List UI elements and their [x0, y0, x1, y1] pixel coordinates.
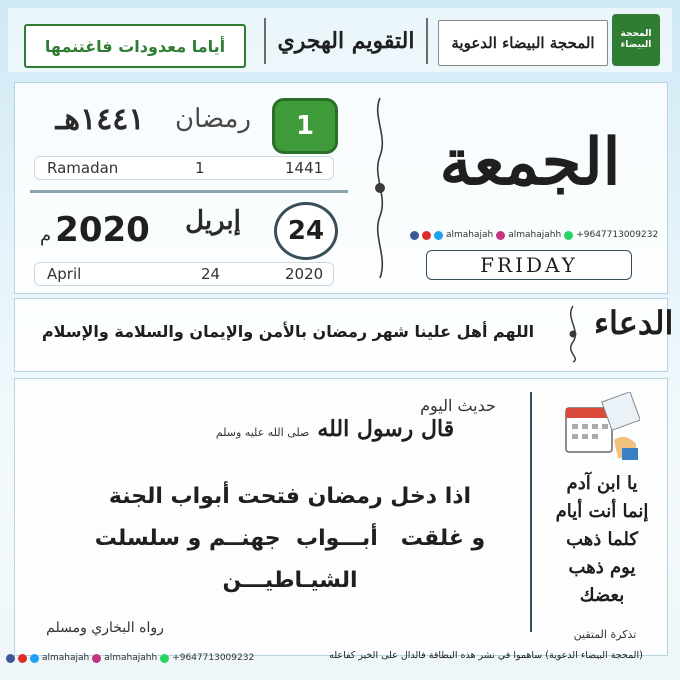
- hijri-year-ar: ١٤٤١هـ: [55, 102, 145, 137]
- reminder-label: تذكرة المتقين: [573, 628, 637, 641]
- weekday-ar: الجمعة: [439, 124, 621, 200]
- hadith-intro-text: قال رسول الله: [317, 416, 455, 442]
- weekday-en: FRIDAY: [480, 253, 578, 277]
- social-handle-1: almahajah: [446, 230, 494, 240]
- hadith-label: حديث اليوم: [420, 396, 496, 415]
- footer-twitter-icon: [30, 654, 39, 663]
- logo-text: المحجة البيضاء: [620, 29, 652, 50]
- hijri-day-badge: [272, 98, 338, 154]
- greg-day-badge: [274, 202, 338, 260]
- org-name-box: [438, 20, 608, 66]
- greg-suffix: م: [40, 225, 52, 246]
- greg-day-en: 24: [201, 265, 221, 283]
- greg-year: [40, 210, 170, 250]
- reminder-line-2: إنما أنت أيام: [555, 501, 649, 522]
- greg-year-num: 2020: [55, 210, 150, 250]
- reminder-text: [540, 470, 664, 610]
- ornament-divider-icon: [370, 96, 390, 280]
- greg-month-en: April: [47, 265, 82, 283]
- slogan-text: أياما معدودات فاغتنمها: [44, 36, 226, 56]
- footer-handle-1: almahajah: [42, 653, 90, 663]
- hijri-day: 1: [295, 111, 315, 141]
- logo: [612, 14, 660, 66]
- footer-phone: +9647713009232: [172, 653, 255, 663]
- hijri-month-ar: رمضان: [174, 104, 252, 134]
- hadith-source: رواه البخاري ومسلم: [46, 620, 164, 636]
- reminder-divider: [530, 392, 532, 632]
- footer-text: (المحجة البيضاء الدعوية) ساهموا في نشر هذه البطاقة فالدال على الخير كفاعله: [329, 650, 643, 661]
- twitter-icon: [434, 231, 443, 240]
- dua-ornament-icon: [562, 304, 584, 364]
- hadith-line-3: الشيـاطيـــن: [222, 568, 358, 593]
- hijri-year-en: 1441: [285, 159, 324, 177]
- title-text: التقويم الهجري: [277, 28, 415, 54]
- hadith-line-2: و غلقت أبـــواب جهنــم و سلسلت: [94, 526, 486, 551]
- footer-facebook-icon: [6, 654, 15, 663]
- reminder-line-5: بعضك: [579, 585, 625, 606]
- weekday-en-box: [426, 250, 632, 280]
- greg-year-en: 2020: [285, 265, 324, 283]
- footer-handle-2: almahajahh: [104, 653, 158, 663]
- hijri-month-en: Ramadan: [47, 159, 119, 177]
- hadith-line-1: اذا دخل رمضان فتحت أبواب الجنة: [108, 484, 472, 509]
- header-title: [264, 18, 428, 64]
- instagram-icon: [496, 231, 505, 240]
- slogan-box: [24, 24, 246, 68]
- org-name-text: المحجة البيضاء الدعوية: [451, 34, 595, 52]
- hijri-en-bar: [34, 156, 334, 180]
- hadith-salutation: صلى الله عليه وسلم: [215, 426, 310, 439]
- hijri-day-en: 1: [195, 159, 205, 177]
- reminder-line-3: كلما ذهب: [566, 529, 638, 550]
- footer-instagram-icon: [92, 654, 101, 663]
- dua-text: اللهم أهل علينا شهر رمضان بالأمن والإيمان والسلامة والإسلام: [41, 322, 535, 341]
- greg-en-bar: [34, 262, 334, 286]
- greg-month-ar: إبريل: [185, 206, 241, 236]
- dua-label: الدعاء: [594, 304, 674, 342]
- youtube-icon: [422, 231, 431, 240]
- footer-whatsapp-icon: [160, 654, 169, 663]
- footer-youtube-icon: [18, 654, 27, 663]
- reminder-line-1: يا ابن آدم: [566, 473, 638, 494]
- social-top: [410, 230, 658, 240]
- reminder-line-4: يوم ذهب: [568, 557, 636, 578]
- facebook-icon: [410, 231, 419, 240]
- social-footer: [6, 653, 254, 663]
- social-phone: +9647713009232: [576, 230, 659, 240]
- whatsapp-icon: [564, 231, 573, 240]
- greg-day: 24: [287, 216, 325, 246]
- hadith-intro: [150, 416, 520, 442]
- calendar-icon: [560, 392, 640, 462]
- social-handle-2: almahajahh: [508, 230, 562, 240]
- date-divider: [30, 190, 348, 193]
